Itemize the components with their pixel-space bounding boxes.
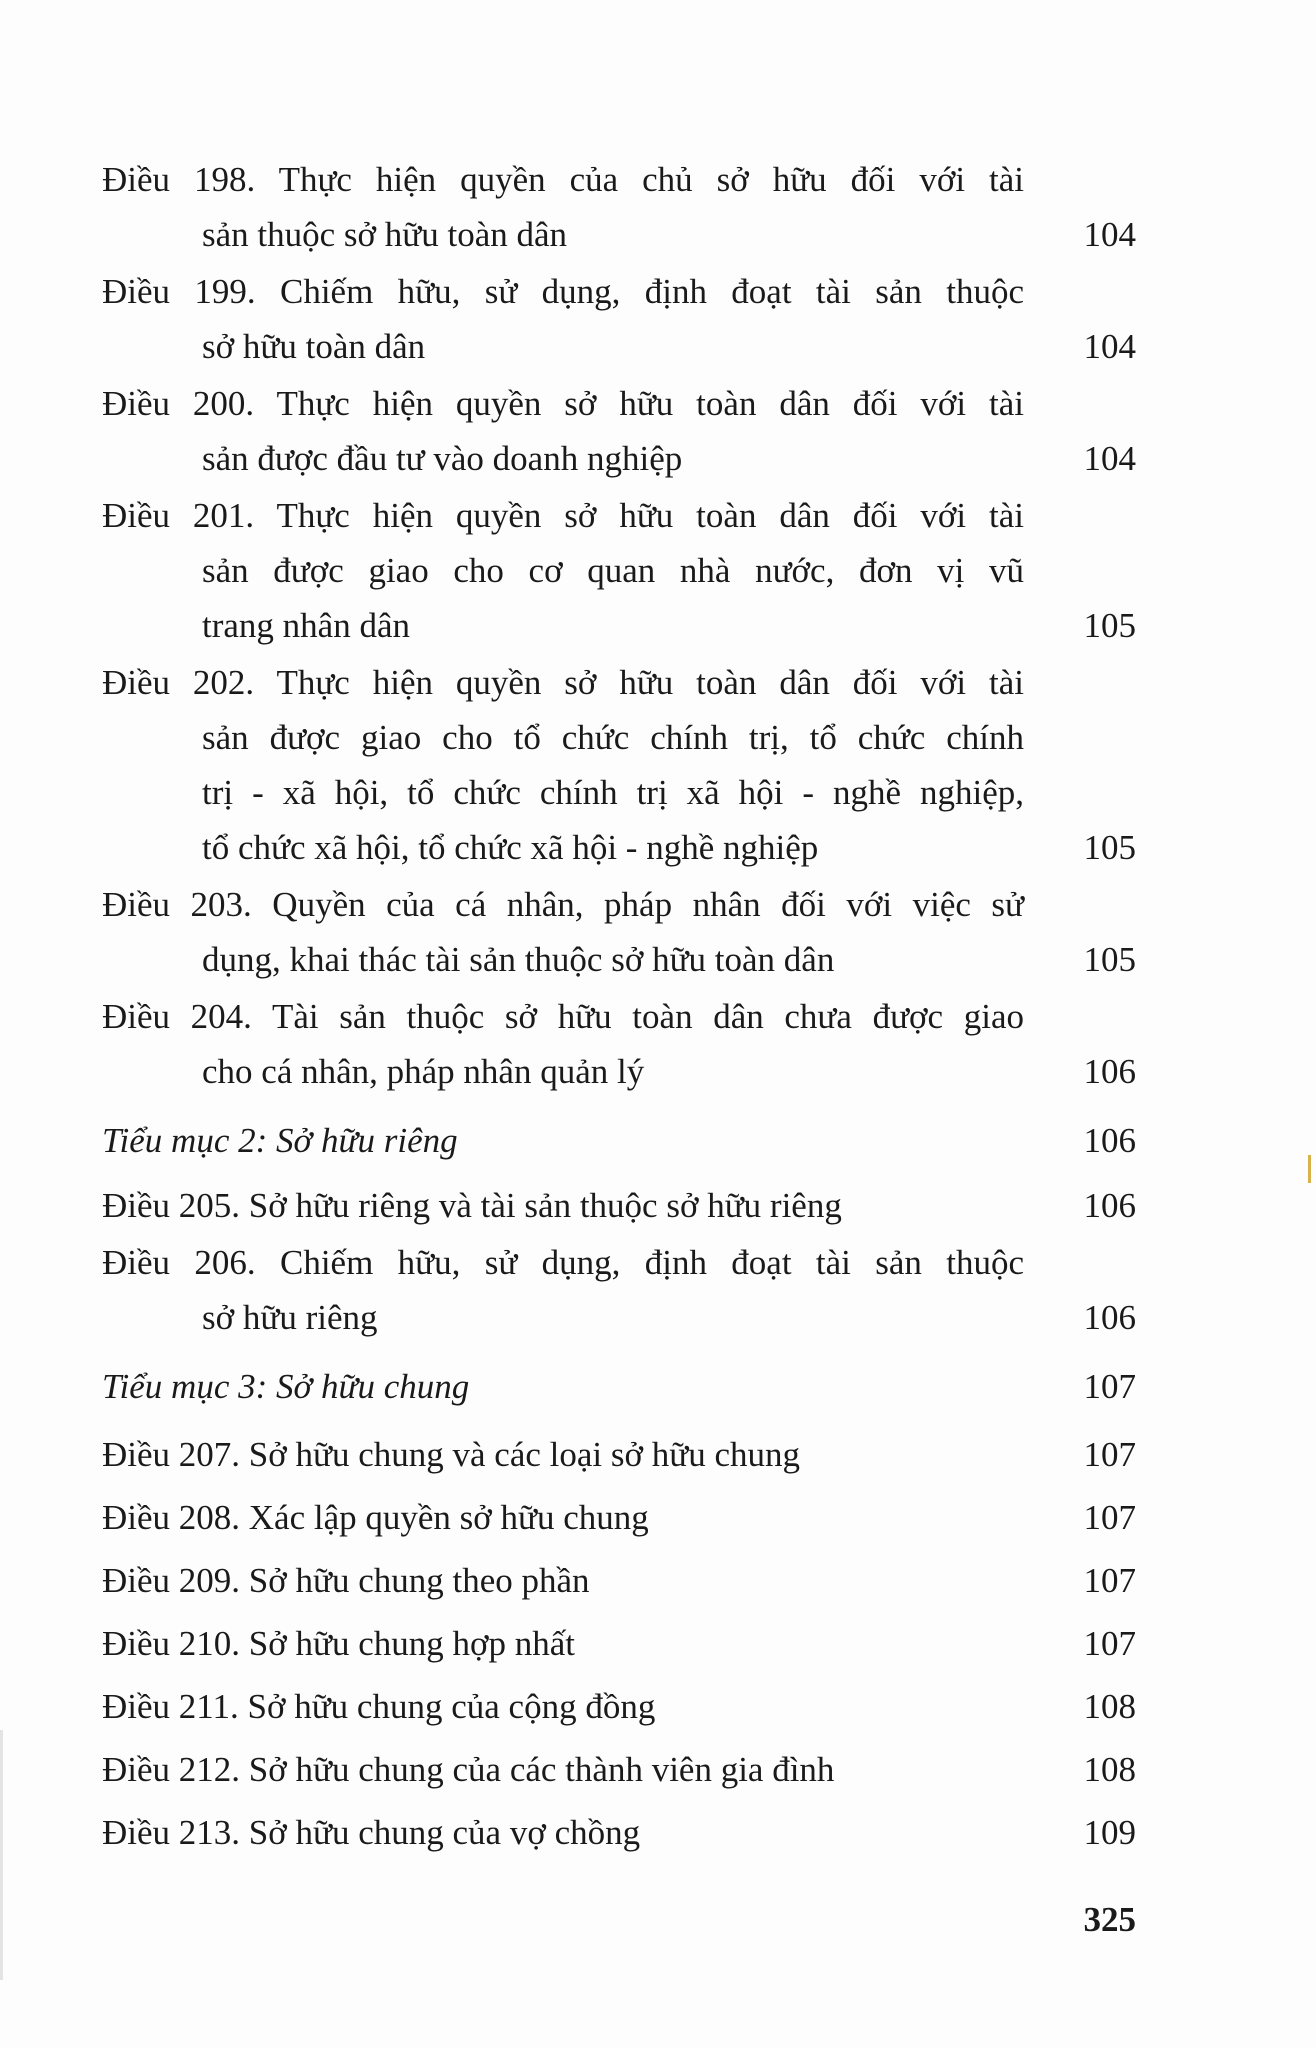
toc-entry-line: Điều 207. Sở hữu chung và các loại sở hữu chung [102, 1435, 801, 1474]
toc-entry-line: Điều 198. Thực hiện quyền của chủ sở hữu đối với tài [102, 160, 1024, 199]
toc-entry-line: tổ chức xã hội, tổ chức xã hội - nghề nghiệp [202, 828, 819, 867]
toc-entry-line: Điều 202. Thực hiện quyền sở hữu toàn dân đối với tài [102, 663, 1024, 702]
toc-entry-line: trị - xã hội, tổ chức chính trị xã hội - nghề nghiệp, [202, 773, 1024, 812]
toc-entry-page: 106 [1083, 1121, 1136, 1160]
toc-entry-title [102, 877, 1024, 987]
toc-entry-page: 104 [1083, 439, 1136, 478]
toc-entry-line: dụng, khai thác tài sản thuộc sở hữu toàn dân [202, 940, 835, 979]
toc-entry-title [102, 152, 1024, 262]
toc-entry-line: Điều 211. Sở hữu chung của cộng đồng [102, 1687, 656, 1726]
toc-entry-page: 107 [1083, 1561, 1136, 1600]
toc-entry-page: 105 [1083, 606, 1136, 645]
toc-entry-line: Điều 205. Sở hữu riêng và tài sản thuộc sở hữu riêng [102, 1186, 842, 1225]
toc-entry-line: cho cá nhân, pháp nhân quản lý [202, 1052, 645, 1091]
toc-entry [102, 152, 1136, 262]
toc-entry-page: 106 [1083, 1298, 1136, 1337]
toc-entry-title [102, 264, 1024, 374]
toc-entry [102, 1235, 1136, 1345]
toc-entry [102, 1550, 1136, 1611]
toc-section-heading [102, 1113, 1136, 1168]
toc-entry-title [102, 989, 1024, 1099]
toc-entry-page: 107 [1083, 1367, 1136, 1406]
toc-entry-line: Điều 210. Sở hữu chung hợp nhất [102, 1624, 576, 1663]
toc-entry-line: Điều 201. Thực hiện quyền sở hữu toàn dân đối với tài [102, 496, 1024, 535]
toc-entry-line: sở hữu riêng [202, 1298, 378, 1337]
toc-entry-title [102, 1739, 1024, 1800]
toc-entry [102, 264, 1136, 374]
toc-entry-line: trang nhân dân [202, 606, 410, 645]
toc-entry-line: Điều 208. Xác lập quyền sở hữu chung [102, 1498, 649, 1537]
toc-entry-page: 108 [1083, 1750, 1136, 1789]
toc-entry-line: sản được đầu tư vào doanh nghiệp [202, 439, 683, 478]
toc-entry-page: 107 [1083, 1498, 1136, 1537]
toc-entry-title [102, 1424, 1024, 1485]
toc-entry-line: Điều 200. Thực hiện quyền sở hữu toàn dân đối với tài [102, 384, 1024, 423]
toc-entry-line: Tiểu mục 3: Sở hữu chung [102, 1367, 470, 1406]
toc-entry-title [102, 1613, 1024, 1674]
toc-entry-line: Điều 206. Chiếm hữu, sử dụng, định đoạt tài sản thuộc [102, 1243, 1024, 1282]
toc-entry-page: 108 [1083, 1687, 1136, 1726]
toc-entry [102, 376, 1136, 486]
toc-entry-line: sản được giao cho cơ quan nhà nước, đơn vị vũ [202, 551, 1024, 590]
toc-entry [102, 989, 1136, 1099]
toc-entry-line: sản thuộc sở hữu toàn dân [202, 215, 568, 254]
toc-entry-line: Điều 203. Quyền của cá nhân, pháp nhân đối với việc sử [102, 885, 1024, 924]
toc-entry-line: Điều 199. Chiếm hữu, sử dụng, định đoạt tài sản thuộc [102, 272, 1024, 311]
toc-entry [102, 655, 1136, 875]
table-of-contents [102, 152, 1136, 1865]
toc-entry-page: 109 [1083, 1813, 1136, 1852]
toc-entry [102, 1178, 1136, 1233]
toc-entry-page: 104 [1083, 327, 1136, 366]
toc-entry-title [102, 1550, 1024, 1611]
toc-entry-title [102, 655, 1024, 875]
toc-entry-page: 104 [1083, 215, 1136, 254]
toc-entry-line: sở hữu toàn dân [202, 327, 426, 366]
toc-entry-page: 107 [1083, 1624, 1136, 1663]
toc-entry-title [102, 1178, 1024, 1233]
toc-entry-title [102, 1802, 1024, 1863]
toc-entry-title [102, 1359, 1024, 1414]
toc-entry-title [102, 1487, 1024, 1548]
toc-entry-page: 106 [1083, 1186, 1136, 1225]
toc-entry-line: Tiểu mục 2: Sở hữu riêng [102, 1121, 458, 1160]
toc-entry-line: Điều 213. Sở hữu chung của vợ chồng [102, 1813, 641, 1852]
toc-entry [102, 488, 1136, 653]
toc-entry-line: Điều 209. Sở hữu chung theo phần [102, 1561, 590, 1600]
toc-entry-page: 105 [1083, 940, 1136, 979]
toc-entry-title [102, 488, 1024, 653]
page-margin-mark [1308, 1155, 1311, 1183]
page-number: 325 [1083, 1900, 1136, 1939]
toc-entry [102, 1676, 1136, 1737]
toc-entry-title [102, 1113, 1024, 1168]
toc-entry [102, 1802, 1136, 1863]
toc-entry-page: 106 [1083, 1052, 1136, 1091]
toc-section-heading [102, 1359, 1136, 1414]
toc-entry-line: sản được giao cho tổ chức chính trị, tổ chức chính [202, 718, 1024, 757]
toc-entry-title [102, 1676, 1024, 1737]
toc-entry-title [102, 376, 1024, 486]
toc-entry [102, 1613, 1136, 1674]
toc-entry [102, 877, 1136, 987]
toc-entry-page: 105 [1083, 828, 1136, 867]
toc-entry-line: Điều 212. Sở hữu chung của các thành viên gia đình [102, 1750, 835, 1789]
toc-entry [102, 1739, 1136, 1800]
toc-entry [102, 1424, 1136, 1485]
toc-entry-page: 107 [1083, 1435, 1136, 1474]
page-edge-shadow [0, 1730, 3, 1980]
toc-entry-line: Điều 204. Tài sản thuộc sở hữu toàn dân chưa được giao [102, 997, 1024, 1036]
toc-entry [102, 1487, 1136, 1548]
toc-entry-title [102, 1235, 1024, 1345]
